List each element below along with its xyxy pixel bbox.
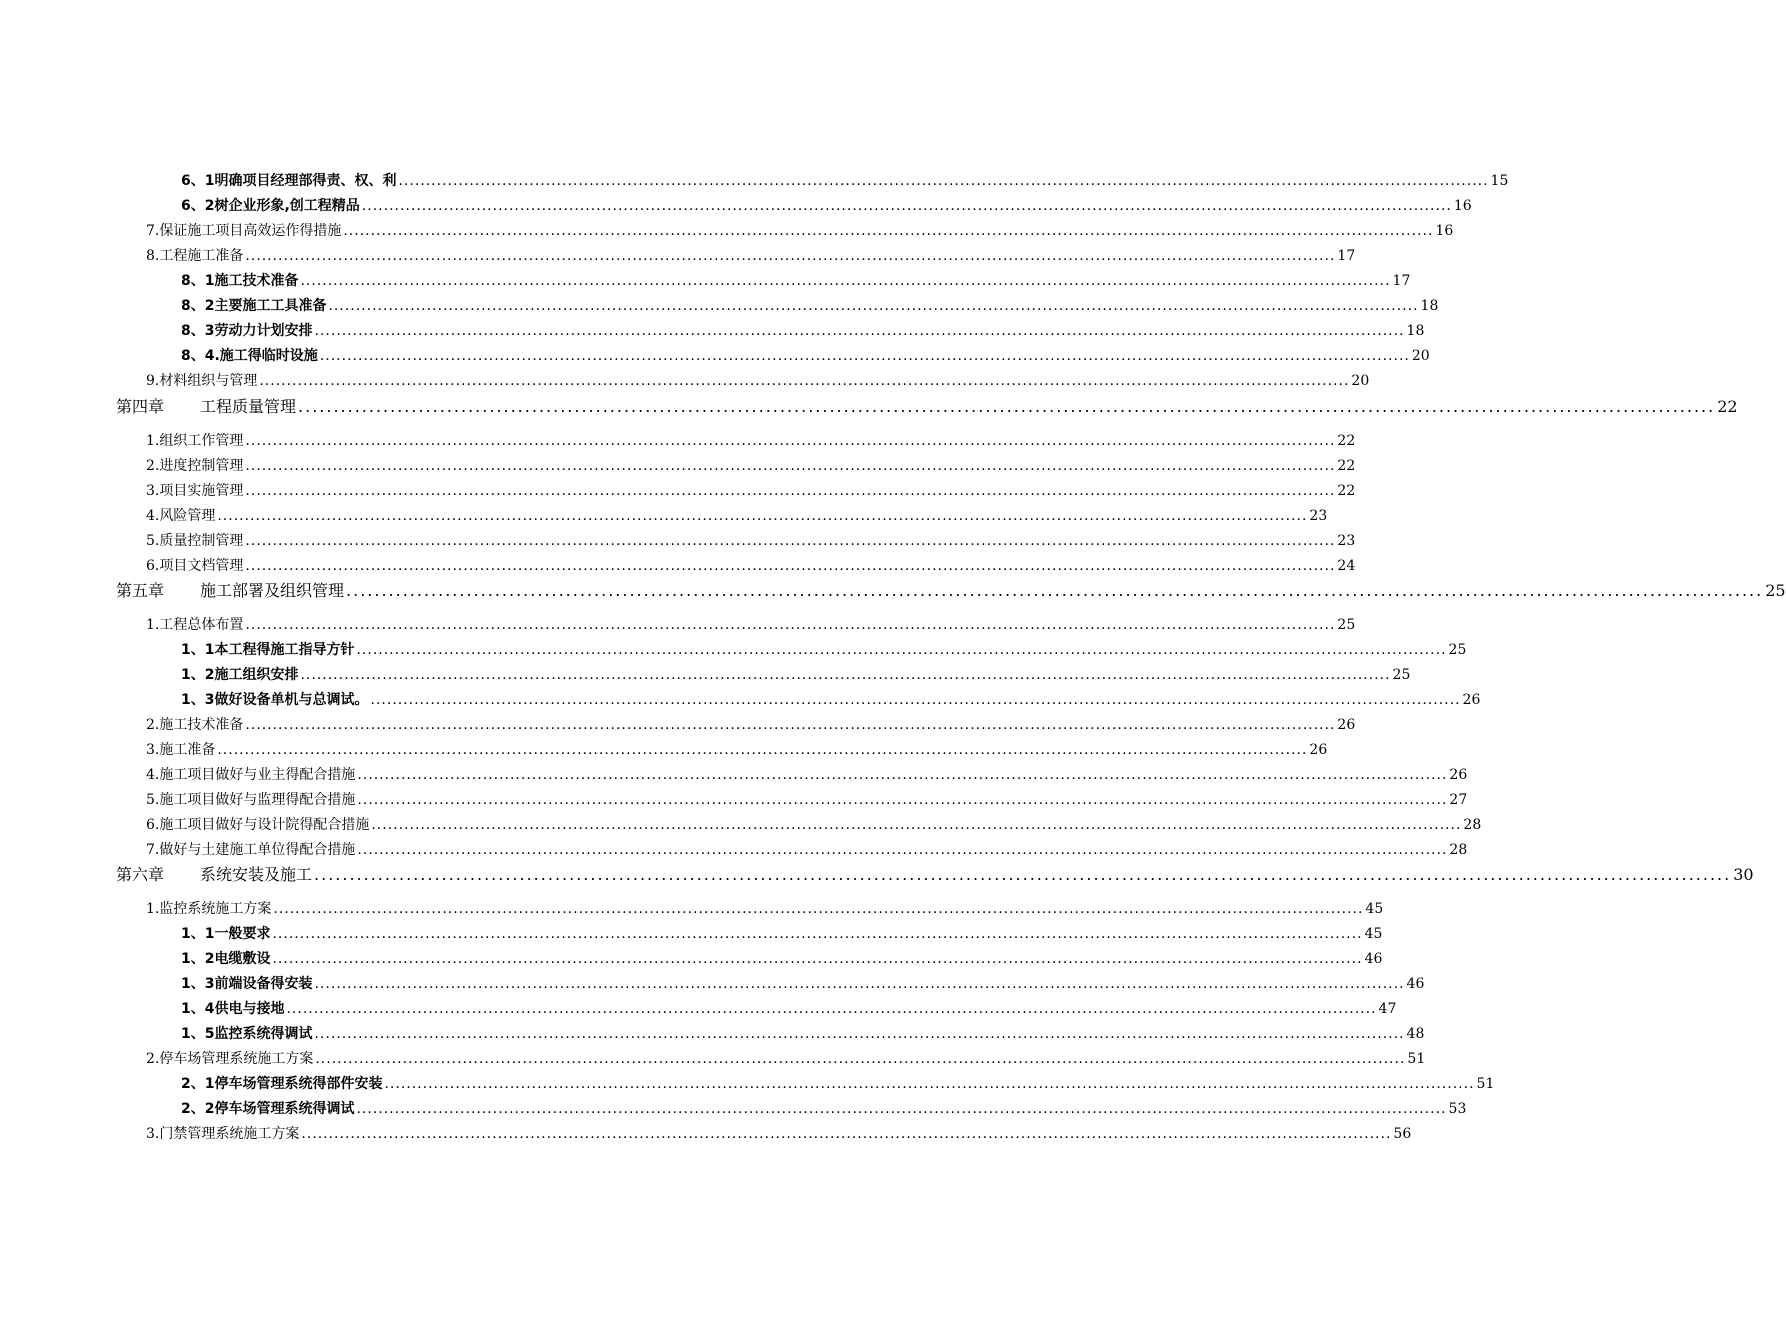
- toc-chapter-text: 系统安装及施工: [200, 865, 313, 884]
- toc-page-number: 17: [1392, 273, 1411, 289]
- toc-page-number: 22: [1337, 483, 1356, 499]
- toc-page-number: 26: [1462, 692, 1481, 708]
- toc-page-number: 20: [1411, 348, 1430, 364]
- toc-dot-leader: ........................................................................................................................................................................................................: [314, 323, 1405, 339]
- toc-page-number: 24: [1337, 558, 1356, 574]
- toc-entry-title: 2.进度控制管理: [146, 458, 244, 474]
- toc-page-number: 15: [1490, 173, 1509, 189]
- toc-dot-leader: ........................................................................................................................................................................................................: [217, 508, 1308, 524]
- toc-page-number: 30: [1733, 865, 1754, 884]
- toc-dot-leader: ........................................................................................................................................................................................................: [370, 692, 1461, 708]
- toc-entry[interactable]: [146, 220, 1454, 240]
- toc-dot-leader: ........................................................................................................................................................................................................: [273, 901, 1364, 917]
- toc-entry[interactable]: [146, 839, 1468, 859]
- toc-dot-leader: ........................................................................................................................................................................................................: [356, 1101, 1447, 1117]
- toc-dot-leader: ........................................................................................................................................................................................................: [217, 742, 1308, 758]
- toc-entry[interactable]: [181, 1023, 1425, 1043]
- toc-chapter-text: 工程质量管理: [200, 397, 297, 416]
- toc-dot-leader: ........................................................................................................................................................................................................: [361, 198, 1452, 214]
- toc-page-number: 22: [1717, 397, 1738, 416]
- toc-dot-leader: ........................................................................................................................................................................................................: [314, 976, 1405, 992]
- toc-dot-leader: ........................................................................................................................................................................................................: [343, 223, 1434, 239]
- toc-entry-title: 1.组织工作管理: [146, 433, 244, 449]
- toc-page-number: 18: [1406, 323, 1425, 339]
- toc-page-number: 23: [1309, 508, 1328, 524]
- toc-dot-leader: ........................................................................................................................................................................................................: [245, 533, 1336, 549]
- toc-page-number: 26: [1337, 717, 1356, 733]
- toc-chapter-title: [116, 394, 296, 417]
- toc-page-number: 53: [1448, 1101, 1467, 1117]
- toc-page-number: 26: [1449, 767, 1468, 783]
- toc-page-number: 23: [1337, 533, 1356, 549]
- toc-entry-title: 7.保证施工项目高效运作得措施: [146, 223, 342, 239]
- toc-page-number: 46: [1406, 976, 1425, 992]
- toc-page-number: 45: [1365, 901, 1384, 917]
- toc-entry[interactable]: [181, 195, 1472, 215]
- toc-entry[interactable]: [181, 923, 1383, 943]
- toc-page-number: 18: [1420, 298, 1439, 314]
- toc-entry[interactable]: [146, 1048, 1426, 1068]
- toc-entry[interactable]: [146, 530, 1356, 550]
- toc-page-number: 25: [1448, 642, 1467, 658]
- toc-chapter-entry[interactable]: [116, 578, 1786, 601]
- toc-entry-title: 1.监控系统施工方案: [146, 901, 272, 917]
- toc-entry-title: 1、2施工组织安排: [181, 667, 299, 683]
- toc-entry[interactable]: [146, 555, 1356, 575]
- toc-dot-leader: ........................................................................................................................................................................................................: [328, 298, 1419, 314]
- toc-dot-leader: ........................................................................................................................................................................................................: [346, 581, 1764, 600]
- toc-dot-leader: ........................................................................................................................................................................................................: [286, 1001, 1377, 1017]
- toc-entry[interactable]: [146, 505, 1328, 525]
- toc-entry[interactable]: [181, 1073, 1495, 1093]
- toc-entry[interactable]: [146, 370, 1370, 390]
- toc-dot-leader: ........................................................................................................................................................................................................: [314, 865, 1732, 884]
- toc-entry-title: 1、3做好设备单机与总调试。: [181, 692, 369, 708]
- toc-entry[interactable]: [146, 245, 1356, 265]
- toc-dot-leader: ........................................................................................................................................................................................................: [298, 397, 1716, 416]
- toc-entry[interactable]: [181, 170, 1509, 190]
- toc-page-number: 22: [1337, 433, 1356, 449]
- toc-entry-title: 1、1一般要求: [181, 926, 271, 942]
- toc-entry[interactable]: [181, 639, 1467, 659]
- toc-page-number: 25: [1337, 617, 1356, 633]
- toc-entry-title: 6.项目文档管理: [146, 558, 244, 574]
- toc-chapter-number: 第四章: [116, 397, 165, 416]
- toc-entry-title: 4.风险管理: [146, 508, 216, 524]
- toc-dot-leader: ........................................................................................................................................................................................................: [357, 842, 1448, 858]
- toc-entry[interactable]: [181, 320, 1425, 340]
- toc-entry[interactable]: [146, 480, 1356, 500]
- toc-dot-leader: ........................................................................................................................................................................................................: [245, 248, 1336, 264]
- toc-entry-title: 6、1明确项目经理部得责、权、利: [181, 173, 397, 189]
- toc-entry[interactable]: [146, 898, 1384, 918]
- toc-page-number: 28: [1449, 842, 1468, 858]
- toc-page-number: 51: [1407, 1051, 1426, 1067]
- toc-dot-leader: ........................................................................................................................................................................................................: [319, 348, 1410, 364]
- toc-dot-leader: ........................................................................................................................................................................................................: [314, 1026, 1405, 1042]
- toc-chapter-title: [116, 862, 312, 885]
- toc-entry-title: 2.施工技术准备: [146, 717, 244, 733]
- toc-entry-title: 9.材料组织与管理: [146, 373, 258, 389]
- toc-page-number: 45: [1364, 926, 1383, 942]
- toc-chapter-text: 施工部署及组织管理: [200, 581, 345, 600]
- toc-chapter-entry[interactable]: [116, 862, 1754, 885]
- toc-dot-leader: ........................................................................................................................................................................................................: [245, 617, 1336, 633]
- toc-page-number: 48: [1406, 1026, 1425, 1042]
- toc-dot-leader: ........................................................................................................................................................................................................: [245, 433, 1336, 449]
- toc-dot-leader: ........................................................................................................................................................................................................: [272, 951, 1363, 967]
- toc-chapter-number: 第五章: [116, 581, 165, 600]
- toc-page-number: 56: [1393, 1126, 1412, 1142]
- toc-dot-leader: ........................................................................................................................................................................................................: [384, 1076, 1475, 1092]
- toc-page-number: 51: [1476, 1076, 1495, 1092]
- toc-page-number: 47: [1378, 1001, 1397, 1017]
- toc-dot-leader: ........................................................................................................................................................................................................: [272, 926, 1363, 942]
- toc-page-number: 17: [1337, 248, 1356, 264]
- toc-entry-title: 3.施工准备: [146, 742, 216, 758]
- toc-entry[interactable]: [181, 1098, 1467, 1118]
- toc-entry-title: 6、2树企业形象,创工程精品: [181, 198, 360, 214]
- toc-entry[interactable]: [146, 714, 1356, 734]
- toc-entry-title: 1、2电缆敷设: [181, 951, 271, 967]
- toc-entry[interactable]: [146, 430, 1356, 450]
- toc-page-number: 26: [1309, 742, 1328, 758]
- toc-entry-title: 1、4供电与接地: [181, 1001, 285, 1017]
- toc-dot-leader: ........................................................................................................................................................................................................: [301, 1126, 1392, 1142]
- toc-entry-title: 8、2主要施工工具准备: [181, 298, 327, 314]
- toc-entry[interactable]: [181, 664, 1411, 684]
- toc-entry[interactable]: [146, 789, 1468, 809]
- toc-entry-title: 2.停车场管理系统施工方案: [146, 1051, 314, 1067]
- toc-page-number: 16: [1453, 198, 1472, 214]
- toc-entry-title: 8.工程施工准备: [146, 248, 244, 264]
- toc-entry-title: 5.施工项目做好与监理得配合措施: [146, 792, 356, 808]
- toc-entry[interactable]: [181, 948, 1383, 968]
- toc-page-number: 46: [1364, 951, 1383, 967]
- toc-dot-leader: ........................................................................................................................................................................................................: [357, 792, 1448, 808]
- toc-dot-leader: ........................................................................................................................................................................................................: [357, 767, 1448, 783]
- toc-entry-title: 2、2停车场管理系统得调试: [181, 1101, 355, 1117]
- toc-entry-title: 1.工程总体布置: [146, 617, 244, 633]
- toc-entry-title: 7.做好与土建施工单位得配合措施: [146, 842, 356, 858]
- toc-entry[interactable]: [181, 270, 1411, 290]
- toc-entry[interactable]: [181, 689, 1481, 709]
- toc-entry[interactable]: [181, 973, 1425, 993]
- toc-page-number: 20: [1351, 373, 1370, 389]
- toc-dot-leader: ........................................................................................................................................................................................................: [259, 373, 1350, 389]
- toc-chapter-title: [116, 578, 344, 601]
- toc-entry[interactable]: [146, 739, 1328, 759]
- toc-page-number: 27: [1449, 792, 1468, 808]
- toc-entry-title: 5.质量控制管理: [146, 533, 244, 549]
- toc-entry[interactable]: [181, 295, 1439, 315]
- toc-entry-title: 8、4.施工得临时设施: [181, 348, 318, 364]
- toc-entry-title: 1、1本工程得施工指导方针: [181, 642, 355, 658]
- toc-page-number: 25: [1765, 581, 1786, 600]
- toc-entry[interactable]: [146, 1123, 1412, 1143]
- toc-dot-leader: ........................................................................................................................................................................................................: [245, 717, 1336, 733]
- toc-entry-title: 1、3前端设备得安装: [181, 976, 313, 992]
- toc-dot-leader: ........................................................................................................................................................................................................: [300, 667, 1391, 683]
- toc-entry-title: 4.施工项目做好与业主得配合措施: [146, 767, 356, 783]
- toc-dot-leader: ........................................................................................................................................................................................................: [315, 1051, 1406, 1067]
- toc-dot-leader: ........................................................................................................................................................................................................: [245, 558, 1336, 574]
- toc-chapter-number: 第六章: [116, 865, 165, 884]
- toc-entry-title: 2、1停车场管理系统得部件安装: [181, 1076, 383, 1092]
- toc-entry[interactable]: [146, 814, 1482, 834]
- toc-dot-leader: ........................................................................................................................................................................................................: [398, 173, 1489, 189]
- toc-entry[interactable]: [181, 998, 1397, 1018]
- toc-page-number: 28: [1463, 817, 1482, 833]
- toc-entry-title: 3.门禁管理系统施工方案: [146, 1126, 300, 1142]
- toc-dot-leader: ........................................................................................................................................................................................................: [356, 642, 1447, 658]
- toc-dot-leader: ........................................................................................................................................................................................................: [245, 483, 1336, 499]
- toc-entry-title: 8、1施工技术准备: [181, 273, 299, 289]
- toc-page-number: 16: [1435, 223, 1454, 239]
- toc-entry-title: 3.项目实施管理: [146, 483, 244, 499]
- toc-entry-title: 6.施工项目做好与设计院得配合措施: [146, 817, 370, 833]
- toc-entry[interactable]: [146, 764, 1468, 784]
- toc-dot-leader: ........................................................................................................................................................................................................: [371, 817, 1462, 833]
- toc-chapter-entry[interactable]: [116, 394, 1738, 417]
- toc-entry[interactable]: [181, 345, 1430, 365]
- toc-entry-title: 8、3劳动力计划安排: [181, 323, 313, 339]
- toc-page-number: 25: [1392, 667, 1411, 683]
- toc-entry-title: 1、5监控系统得调试: [181, 1026, 313, 1042]
- toc-dot-leader: ........................................................................................................................................................................................................: [300, 273, 1391, 289]
- toc-entry[interactable]: [146, 455, 1356, 475]
- toc-dot-leader: ........................................................................................................................................................................................................: [245, 458, 1336, 474]
- toc-page-number: 22: [1337, 458, 1356, 474]
- toc-entry[interactable]: [146, 614, 1356, 634]
